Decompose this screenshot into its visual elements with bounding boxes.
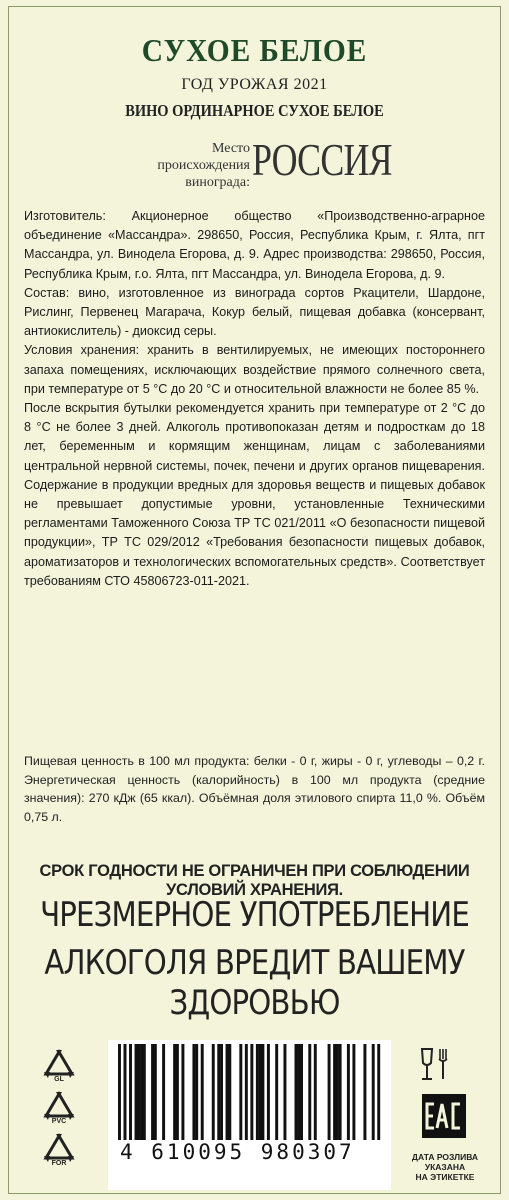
barcode-bar [256, 1044, 259, 1140]
barcode-bar [176, 1044, 179, 1140]
recycle-icon [36, 1090, 82, 1130]
barcode-bar [259, 1044, 262, 1140]
label-body-text [24, 207, 485, 591]
barcode-bar [283, 1044, 286, 1140]
barcode-bars [108, 1044, 391, 1144]
barcode-bar [314, 1044, 317, 1140]
recycle-icon [36, 1048, 82, 1088]
barcode-bar [336, 1044, 339, 1140]
after-opening-paragraph: После вскрытия бутылки рекомендуется хранить при температуре от 2 °С до 8 °С не более 3 дней. Алкоголь противопоказан детям и подросткам до 18 лет, беременным и кормящим женщинам, лицам с заболеваниями центральной нервной системы, почек, печени и других органов пищеварения. Содержание в продукции вредных для здоровья веществ и пищевых добавок не превышает допустимые уровни, установленные Техническими регламентами Таможенного Союза ТР ТС 021/2011 «О безопасности пищевой продукции», ТР ТС 029/2012 «Требования безопасности пищевых добавок, ароматизаторов и технологических вспомогательных средств». Соответствует требованиям СТО 45806723-011-2021. [24, 401, 485, 588]
barcode-bar [217, 1044, 220, 1140]
recycle-code: FOR [51, 1160, 67, 1167]
barcode-bar [339, 1044, 342, 1140]
barcode-bar [300, 1044, 303, 1140]
bottling-line: ДАТА РОЗЛИВА [411, 1152, 479, 1162]
shelf-life-text: СРОК ГОДНОСТИ НЕ ОГРАНИЧЕН ПРИ СОБЛЮДЕНИИ УСЛОВИЙ ХРАНЕНИЯ. [39, 862, 470, 899]
barcode-bar [363, 1044, 366, 1140]
barcode-bar [173, 1044, 176, 1140]
barcode-bar [228, 1044, 231, 1140]
origin-label [100, 140, 250, 191]
barcode-bar [118, 1044, 121, 1140]
barcode-bar [192, 1044, 195, 1140]
barcode-bar [151, 1044, 154, 1140]
barcode-bar [129, 1044, 132, 1140]
barcode-bar [295, 1044, 298, 1140]
food-contact-icon [416, 1045, 452, 1090]
barcode-bar [239, 1044, 242, 1140]
origin-country: РОССИЯ [252, 134, 392, 185]
barcode-bar [308, 1044, 311, 1140]
barcode-bar [212, 1044, 215, 1140]
barcode-bar [140, 1044, 143, 1140]
barcode-bar [377, 1044, 380, 1140]
nutrition-paragraph: Пищевая ценность в 100 мл продукта: белки - 0 г, жиры - 0 г, углеводы – 0,2 г. Энергетическая ценность (калорийность) в 100 мл продукта (средние значения): 270 кДж (65 ккал). Объёмная доля этилового спирта 11,0 %. Объём 0,75 л. [24, 754, 485, 824]
recycle-code: GL [54, 1076, 64, 1083]
bottling-line: НА ЭТИКЕТКЕ [415, 1172, 475, 1182]
barcode-bar [352, 1044, 355, 1140]
barcode-bar [333, 1044, 336, 1140]
barcode-bar [220, 1044, 223, 1140]
barcode-bar [297, 1044, 300, 1140]
bottling-line: УКАЗАНА [424, 1162, 466, 1172]
barcode-bar [250, 1044, 253, 1140]
barcode-bar [137, 1044, 140, 1140]
barcode-bar [154, 1044, 157, 1140]
barcode-bar [226, 1044, 229, 1140]
composition-paragraph: Состав: вино, изготовленное из винограда сортов Ркацители, Шардоне, Рислинг, Первенец Магарача, Кокур белый, пищевая добавка (консервант, антиокислитель) - диоксид серы. [24, 285, 485, 339]
wine-title: СУХОЕ БЕЛОЕ [141, 32, 368, 68]
barcode-bar [245, 1044, 248, 1140]
health-warning-line1: ЧРЕЗМЕРНОЕ УПОТРЕБЛЕНИЕ [40, 895, 469, 935]
vintage-year: ГОД УРОЖАЯ 2021 [181, 76, 328, 93]
barcode-bar [124, 1044, 127, 1140]
barcode-bar [181, 1044, 184, 1140]
health-warning-line2: АЛКОГОЛЯ ВРЕДИТ ВАШЕМУ ЗДОРОВЬЮ [44, 943, 465, 1023]
barcode-bar [328, 1044, 331, 1140]
barcode-bar [162, 1044, 165, 1140]
recycle-code: PVC [51, 1118, 67, 1125]
barcode-bar [347, 1044, 350, 1140]
eac-icon [421, 1093, 467, 1144]
barcode-bar [195, 1044, 198, 1140]
barcode-bar [261, 1044, 264, 1140]
producer-paragraph: Изготовитель: Акционерное общество «Производственно-аграрное объединение «Массандра». 298650, Россия, Республика Крым, г. Ялта, пгт Массандра, ул. Винодела Егорова, д. 9. Адрес производства: 298650, Россия, Республика Крым, г.о. Ялта, пгт Массандра, ул. Винодела Егорова, д. 9. [24, 209, 485, 281]
barcode-bar [267, 1044, 270, 1140]
wine-type: ВИНО ОРДИНАРНОЕ СУХОЕ БЕЛОЕ [125, 101, 384, 120]
barcode-bar [275, 1044, 278, 1140]
barcode [108, 1040, 391, 1190]
bottling-date-note [390, 1152, 500, 1182]
barcode-number: 4 610095 980307 [120, 1140, 355, 1164]
barcode-bar [143, 1044, 146, 1140]
origin-label-line: винограда: [185, 175, 250, 190]
barcode-bar [372, 1044, 375, 1140]
barcode-bar [135, 1044, 138, 1140]
recycle-icon [36, 1132, 82, 1172]
origin-label-line: Место [212, 141, 250, 156]
storage-paragraph: Условия хранения: хранить в вентилируемых, не имеющих постороннего запаха помещениях, исключающих воздействие прямого солнечного света, при температуре от 5 °С до 20 °С и относительной влажности не более 85 %. [24, 343, 485, 396]
origin-label-line: происхождения [157, 158, 250, 173]
barcode-bar [201, 1044, 204, 1140]
